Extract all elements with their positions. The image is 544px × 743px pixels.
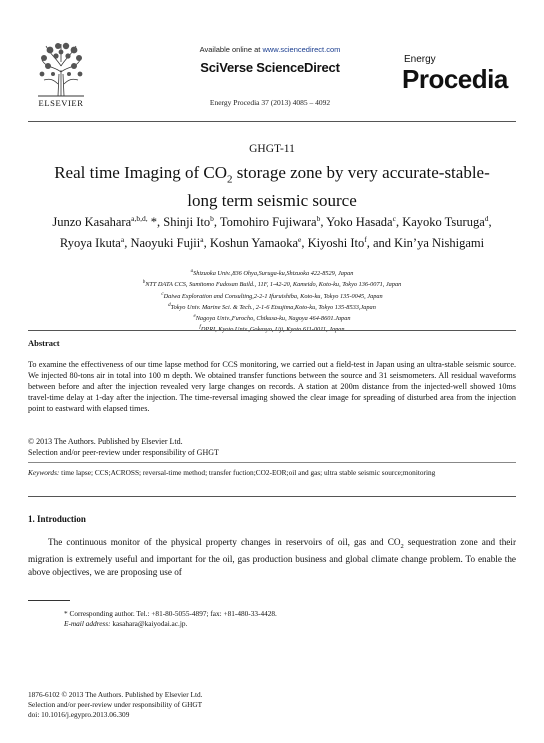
author-separator: , bbox=[213, 215, 220, 230]
publisher-wordmark: ELSEVIER bbox=[38, 98, 84, 108]
title-subscript: 2 bbox=[227, 173, 233, 186]
journal-logo-top: Energy bbox=[404, 54, 436, 65]
sciencedirect-link[interactable]: www.sciencedirect.com bbox=[262, 45, 341, 54]
author-separator: , bbox=[124, 236, 131, 251]
author-affiliation-mark: d bbox=[484, 214, 489, 223]
email-label: E-mail address: bbox=[64, 619, 111, 628]
journal-logo-main: Procedia bbox=[402, 64, 508, 94]
paper-title bbox=[50, 162, 494, 211]
keywords-text: time lapse; CCS;ACROSS; reversal-time method; transfer fuction;CO2-EOR;oil and gas; ultra stable seismic source;monitoring bbox=[59, 468, 436, 477]
affiliation-text: Tokyo Univ. Marine Sci. & Tech., 2-1-6 Etsujima,Koto-ku, Tokyo 135-8533,Japan bbox=[170, 303, 376, 311]
abstract-heading: Abstract bbox=[28, 338, 60, 348]
author-name: Kin’ya Nishigami bbox=[394, 236, 485, 251]
author-name: Ryoya Ikuta bbox=[59, 236, 121, 251]
affiliation-text: Shizuoka Univ.,836 Ohya,Suruga-ku,Shizuoka 422-8529, Japan bbox=[193, 270, 354, 278]
author-name: Junzo Kasahara bbox=[52, 215, 132, 230]
copyright-line-1: © 2013 The Authors. Published by Elsevier Ltd. bbox=[28, 437, 183, 446]
corresponding-author-footnote: * Corresponding author. Tel.: +81-80-5055-4897; fax: +81-480-33-4428. bbox=[64, 609, 277, 618]
elsevier-tree-logo-icon bbox=[36, 40, 86, 98]
author-separator: , bbox=[320, 215, 327, 230]
affiliation-item bbox=[60, 267, 484, 278]
author-separator: *, bbox=[147, 215, 164, 230]
author-affiliation-mark: e bbox=[298, 235, 302, 245]
author-separator: , bbox=[301, 236, 308, 251]
affiliation-mark: e bbox=[193, 314, 196, 320]
conference-name: GHGT-11 bbox=[249, 143, 295, 155]
doi-line[interactable]: doi: 10.1016/j.egypro.2013.06.309 bbox=[28, 710, 130, 720]
author-affiliation-mark: b bbox=[316, 214, 321, 223]
copyright-notice bbox=[28, 437, 516, 458]
affiliation-item bbox=[60, 301, 484, 312]
author-name: Tomohiro Fujiwara bbox=[219, 215, 317, 230]
keywords-divider bbox=[28, 462, 516, 463]
author-separator: , bbox=[395, 215, 403, 230]
author-name: Koshun Yamaoka bbox=[209, 236, 299, 251]
intro-subscript: 2 bbox=[400, 542, 404, 550]
affiliation-item bbox=[60, 290, 484, 301]
available-online-prefix: Available online at bbox=[199, 45, 263, 54]
header-divider bbox=[28, 121, 516, 122]
author-affiliation-mark: a bbox=[200, 235, 204, 245]
footnote-divider bbox=[28, 600, 70, 601]
affiliation-list bbox=[60, 267, 484, 335]
author-separator: , and bbox=[366, 236, 395, 251]
abstract-end-divider bbox=[28, 496, 516, 497]
author-name: Kiyoshi Ito bbox=[307, 236, 365, 251]
author-affiliation-mark: a,b,d, bbox=[131, 214, 148, 223]
author-affiliation-mark: b bbox=[210, 214, 214, 223]
author-name: Naoyuki Fujii bbox=[130, 236, 201, 251]
affiliation-text: Daiwa Exploration and Consulting,2-2-1 Ifuruishiba, Koto-ku, Tokyo 135-0045, Japan bbox=[163, 292, 383, 300]
affiliation-divider bbox=[28, 330, 516, 331]
affiliation-item bbox=[60, 312, 484, 323]
author-list bbox=[40, 210, 504, 252]
abstract-body: To examine the effectiveness of our time lapse method for CCS monitoring, we carried out a field-test in Japan using an ultra-stable seismic source. We injected 80-tons air in total into 100 m depth. We obtained transfer functions between the source and 31 seismometers. All residual waveforms between before and after the injection revealed very large changes on records. A station at 200m distance from the injected-well showed 10ms travel-time delay at 1-day after the injection. The time-reversal imaging showed the clear image for spreading of disturbed area from the injection point to eastward with elapsed times. bbox=[28, 360, 516, 413]
journal-citation: Energy Procedia 37 (2013) 4085 – 4092 bbox=[209, 98, 331, 107]
intro-text-part-2: sequestration zone and their migration is extremely useful and important for the oil, gas production business and global climate change problem. To enable the above objectives, we are proposing use of bbox=[28, 537, 517, 577]
email-footnote bbox=[64, 619, 187, 628]
affiliation-mark: d bbox=[168, 302, 171, 308]
available-online bbox=[150, 45, 390, 54]
affiliation-mark: b bbox=[142, 280, 146, 286]
issn-copyright-block bbox=[28, 690, 428, 721]
affiliation-mark: c bbox=[161, 291, 164, 297]
copyright-line-2: Selection and/or peer-review under responsibility of GHGT bbox=[28, 447, 219, 457]
author-separator: , bbox=[203, 236, 210, 251]
author-affiliation-mark: a bbox=[120, 235, 125, 245]
section-heading-introduction: 1. Introduction bbox=[28, 514, 86, 524]
title-part-1: Real time Imaging of CO bbox=[54, 163, 228, 182]
email-address[interactable]: kasahara@kaiyodai.ac.jp. bbox=[110, 619, 188, 628]
affiliation-mark: a bbox=[190, 269, 194, 274]
intro-text-part-1: The continuous monitor of the physical property changes in reservoirs of oil, gas and CO bbox=[48, 537, 401, 547]
title-part-2: storage zone by very accurate-stable-long term seismic source bbox=[187, 163, 490, 211]
affiliation-mark: f bbox=[199, 325, 201, 331]
keywords-label: Keywords: bbox=[28, 468, 60, 477]
keywords bbox=[28, 468, 516, 478]
author-separator: , bbox=[488, 215, 492, 230]
author-name: Yoko Hasada bbox=[326, 215, 393, 230]
affiliation-text: Nagoya Univ.,Furocho, Chikusa-ku, Nagoya 464-8601.Japan bbox=[195, 315, 351, 323]
author-affiliation-mark: f bbox=[364, 235, 367, 245]
peer-review-line: Selection and/or peer-review under responsibility of GHGT bbox=[28, 700, 203, 710]
issn-line: 1876-6102 © 2013 The Authors. Published by Elsevier Ltd. bbox=[28, 690, 203, 699]
affiliation-text: NTT DATA CCS, Sumitomo Fudosan Build., 11F, 1-42-20, Kameido, Koto-ku, Tokyo 136-0071, Japan bbox=[145, 281, 402, 289]
author-affiliation-mark: c bbox=[392, 214, 396, 223]
author-name: Kayoko Tsuruga bbox=[402, 215, 485, 230]
affiliation-item bbox=[60, 278, 484, 289]
introduction-body bbox=[28, 536, 516, 579]
platform-name: SciVerse ScienceDirect bbox=[200, 60, 340, 75]
author-name: Shinji Ito bbox=[163, 215, 211, 230]
